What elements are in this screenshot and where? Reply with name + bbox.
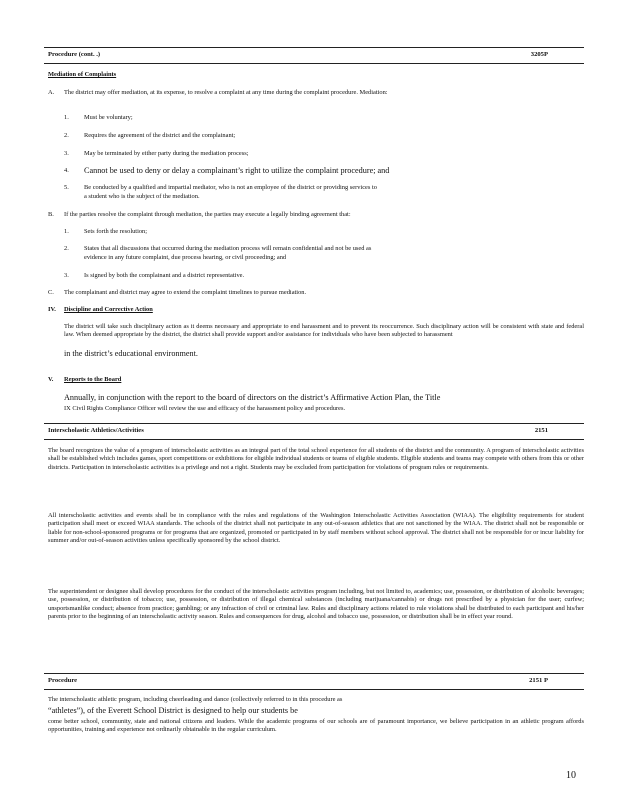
section-c-label: C. (48, 289, 54, 296)
section-a-label: A. (48, 89, 55, 96)
a-item-5: Be conducted by a qualified and impartial mediator, who is not an employee of the district or providing services to (84, 184, 377, 191)
section-iv-text-end: in the district’s educational environment. (64, 349, 198, 358)
header-title: Procedure (cont. .) (48, 51, 101, 58)
a-item-5-num: 5. (64, 184, 69, 191)
paragraph-4-line-1: The interscholastic athletic program, including cheerleading and dance (collectively referred to in this procedure as (48, 696, 343, 703)
paragraph-4-rest: come better school, community, state and national citizens and leaders. While the academic programs of our schools are of paramount importance, we believe participation in an athletic program affords opportunities, training and experience not ordinarily obtainable in the regular curriculum. (48, 718, 584, 734)
a-item-5-cont: a student who is the subject of the mediation. (84, 193, 200, 200)
a-item-4: Cannot be used to deny or delay a complainant’s right to utilize the complaint procedure; and (84, 166, 390, 175)
policy-header (44, 423, 584, 440)
a-item-2: Requires the agreement of the district and the complainant; (84, 132, 236, 139)
section-v-heading: Reports to the Board (64, 376, 122, 383)
procedure-number: 2151 P (529, 677, 548, 684)
policy-title: Interscholastic Athletics/Activities (48, 427, 144, 434)
a-item-3: May be terminated by either party during the mediation process; (84, 150, 249, 157)
page-number: 10 (566, 770, 576, 781)
a-item-1-num: 1. (64, 114, 69, 121)
section-iv-text: The district will take such disciplinary action as it deems necessary and appropriate to end harassment and to prevent its reoccurrence. Such disciplinary action will be consistent with state and federal law. When deemed appropriate by the district, the district shall provide support and/or assistance for individuals who have been subjected to harassment (64, 323, 584, 339)
mediation-heading: Mediation of Complaints (48, 71, 117, 78)
policy-number: 2151 (534, 427, 548, 434)
b-item-1: Sets forth the resolution; (84, 228, 148, 235)
paragraph-1: The board recognizes the value of a program of interscholastic activities as an integral part of the total school experience for all students of the district and the community. A program of interscholastic activities shall be established which includes games, sport competitions or exhibitions for eligible individual students or teams of eligible students. Eligible students and teams may compete with others from this or other districts. Participation in interscholastic activities is a privilege and not a right. Students may be excluded from participation for violations of program rules or requirements. (48, 447, 584, 471)
paragraph-3: The superintendent or designee shall develop procedures for the conduct of the interscholastic activities program including, but not limited to, academics; use, possession, or distribution of alcoholic beverages; use, possession, or distribution of tobacco; use, possession, or distribution of illegal chemical substances (including marijuana/cannabis) or drugs not prescribed by a physician for the user; curfew; unsportsmanlike conduct; absence from practice; gambling; or any infraction of civil or criminal law. Rules and disciplinary actions related to rule violations shall be distributed to each participant and his/her parents prior to the beginning of an interscholastic activity season. Rules and consequences for drug, alcohol and tobacco use, possession, or distribution shall be in effect year round. (48, 588, 584, 620)
b-item-2: States that all discussions that occurred during the mediation process will remain confidential and not be used as (84, 245, 372, 252)
b-item-3: Is signed by both the complainant and a district representative. (84, 272, 245, 279)
section-iv-label: IV. (48, 306, 56, 313)
procedure-header-2 (44, 673, 584, 690)
a-item-4-num: 4. (64, 167, 69, 174)
section-b-label: B. (48, 211, 54, 218)
b-item-2-cont: evidence in any future complaint, due process hearing, or civil proceeding; and (84, 254, 287, 261)
section-v-text-cont: IX Civil Rights Compliance Officer will review the use and efficacy of the harassment policy and procedures. (64, 405, 346, 412)
a-item-1: Must be voluntary; (84, 114, 133, 121)
paragraph-2: All interscholastic activities and events shall be in compliance with the rules and regulations of the Washington Interscholastic Activities Association (WIAA). The eligibility requirements for student participation shall meet or exceed WIAA standards. The schools of the district shall not participate in any out-of-season athletics that are not sanctioned by the WIAA. The district shall not be responsible or liable for non-school-sponsored programs or for programs that are organized, promoted or participated in by staff members without school approval. The district shall not be responsible for or incur liability for summer and/or out-of-season activities unless specifically sponsored by the school district. (48, 512, 584, 544)
section-v-label: V. (48, 376, 54, 383)
section-b-text: If the parties resolve the complaint through mediation, the parties may execute a legally binding agreement that: (64, 211, 351, 218)
section-a-text: The district may offer mediation, at its expense, to resolve a complaint at any time during the complaint procedure. Mediation: (64, 89, 388, 96)
section-iv-heading: Discipline and Corrective Action (64, 306, 153, 313)
b-item-2-num: 2. (64, 245, 69, 252)
procedure-title: Procedure (48, 677, 78, 684)
section-c-text: The complainant and district may agree to extend the complaint timelines to pursue mediation. (64, 289, 307, 296)
a-item-2-num: 2. (64, 132, 69, 139)
procedure-header (44, 47, 584, 64)
a-item-3-num: 3. (64, 150, 69, 157)
paragraph-4-line-2: “athletes”), of the Everett School District is designed to help our students be (48, 706, 298, 715)
b-item-1-num: 1. (64, 228, 69, 235)
section-v-text: Annually, in conjunction with the report to the board of directors on the district’s Affirmative Action Plan, the Title (64, 393, 441, 402)
policy-number: 3205P (530, 51, 548, 58)
b-item-3-num: 3. (64, 272, 69, 279)
